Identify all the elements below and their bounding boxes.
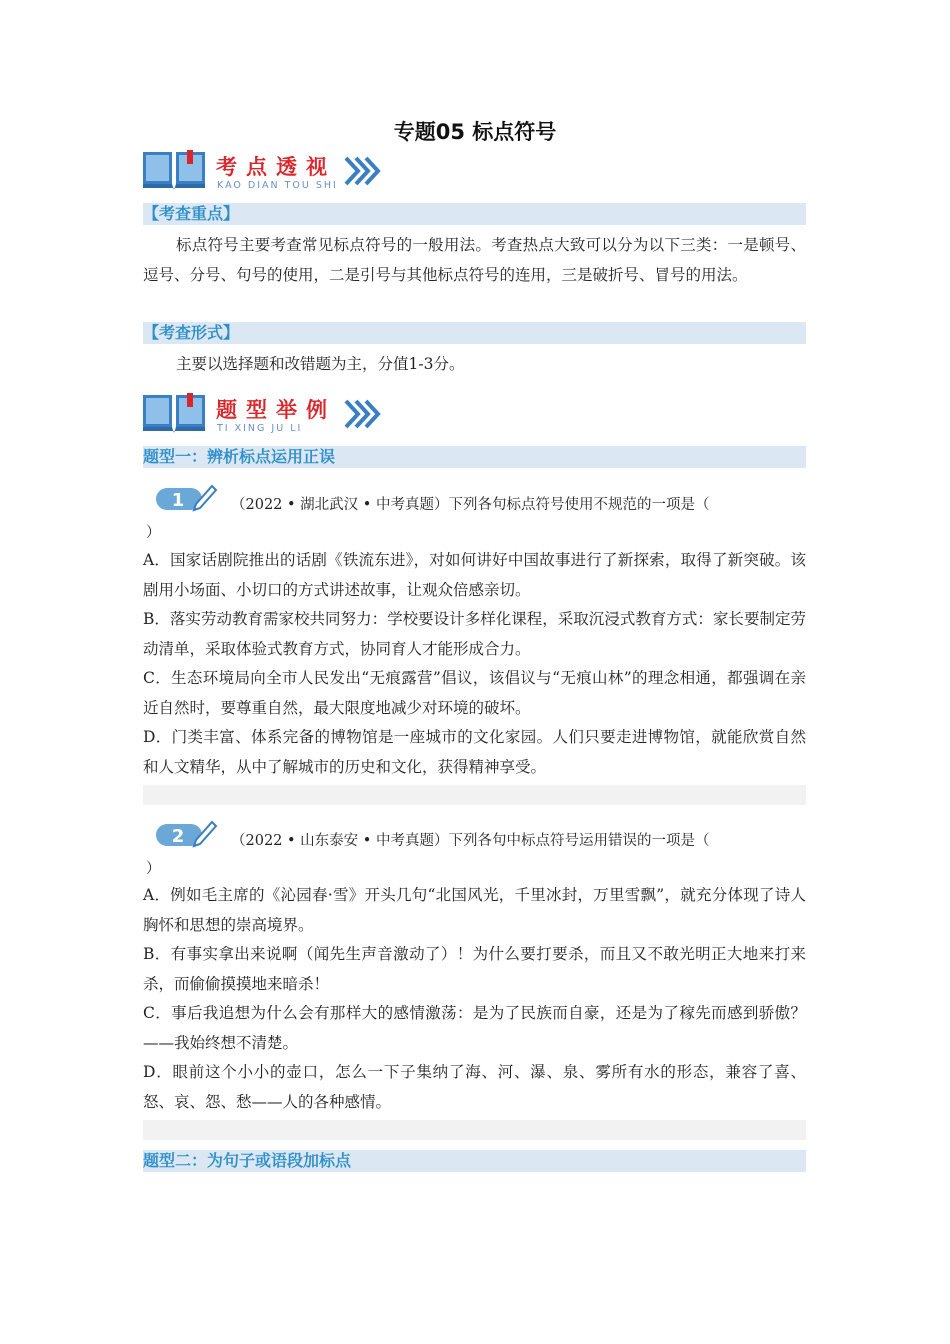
type-heading-2: 题型二：为句子或语段加标点 bbox=[143, 1150, 806, 1172]
banner-title: 题型举例 bbox=[216, 398, 336, 422]
question-close-paren: ） bbox=[146, 861, 161, 877]
option-a: A．例如毛主席的《沁园春·雪》开头几句“北国风光，千里冰封，万里雪飘”，就充分体现了诗人胸怀和思想的崇高境界。 bbox=[143, 886, 806, 934]
banner-pinyin: KAO DIAN TOU SHI bbox=[217, 180, 338, 191]
type-heading-1: 题型一：辨析标点运用正误 bbox=[143, 446, 806, 468]
banner-pinyin: TI XING JU LI bbox=[217, 423, 303, 434]
question-source: （2022 • 湖北武汉 • 中考真题）下列各句标点符号使用不规范的一项是（ bbox=[231, 497, 710, 513]
chevrons-icon bbox=[344, 399, 382, 429]
banner-title: 考点透视 bbox=[216, 155, 336, 179]
question-source: （2022 • 山东泰安 • 中考真题）下列各句中标点符号运用错误的一项是（ bbox=[231, 833, 710, 849]
svg-text:2: 2 bbox=[171, 826, 185, 847]
option-c: C．事后我追想为什么会有那样大的感情激荡：是为了民族而自豪，还是为了稼先而感到骄傲？——我始终想不清楚。 bbox=[143, 1004, 806, 1052]
chevrons-icon bbox=[344, 156, 382, 186]
banner-tixing bbox=[143, 393, 403, 441]
option-d: D．门类丰富、体系完备的博物馆是一座城市的文化家园。人们只要走进博物馆，就能欣赏自然和人文精华，从中了解城市的历史和文化，获得精神享受。 bbox=[143, 728, 806, 776]
open-book-icon bbox=[143, 150, 207, 192]
section-format-text: 主要以选择题和改错题为主，分值1-3分。 bbox=[176, 355, 465, 373]
option-b: B．有事实拿出来说啊（闻先生声音激动了）！为什么要打要杀，而且又不敢光明正大地来打来杀，而偷偷摸摸地来暗杀！ bbox=[143, 945, 806, 993]
section-heading-focus: 【考查重点】 bbox=[143, 203, 806, 225]
option-a: A．国家话剧院推出的话剧《铁流东进》，对如何讲好中国故事进行了新探索，取得了新突破。该剧用小场面、小切口的方式讲述故事，让观众倍感亲切。 bbox=[143, 551, 806, 599]
section-heading-format: 【考查形式】 bbox=[143, 322, 806, 344]
banner-kaodian bbox=[143, 150, 403, 198]
option-b: B．落实劳动教育需家校共同努力：学校要设计多样化课程，采取沉浸式教育方式：家长要制定劳动清单，采取体验式教育方式，协同育人才能形成合力。 bbox=[143, 610, 806, 658]
option-d: D．眼前这个小小的壶口，怎么一下子集纳了海、河、瀑、泉、雾所有水的形态，兼容了喜、怒、哀、怨、愁——人的各种感情。 bbox=[143, 1063, 806, 1111]
option-c: C．生态环境局向全市人民发出“无痕露营”倡议，该倡议与“无痕山林”的理念相通，都强调在亲近自然时，要尊重自然，最大限度地减少对环境的破坏。 bbox=[143, 669, 806, 717]
question-close-paren: ） bbox=[146, 525, 161, 541]
answer-area bbox=[143, 1120, 806, 1140]
open-book-icon bbox=[143, 393, 207, 435]
answer-area bbox=[143, 785, 806, 805]
question-number-badge-icon bbox=[156, 482, 218, 514]
svg-text:1: 1 bbox=[171, 490, 185, 511]
section-focus-text: 标点符号主要考查常见标点符号的一般用法。考查热点大致可以分为以下三类：一是顿号、逗号、分号、句号的使用，二是引号与其他标点符号的连用，三是破折号、冒号的用法。 bbox=[143, 236, 806, 284]
question-number-badge-icon bbox=[156, 818, 218, 850]
page-title: 专题05 标点符号 bbox=[393, 120, 557, 144]
